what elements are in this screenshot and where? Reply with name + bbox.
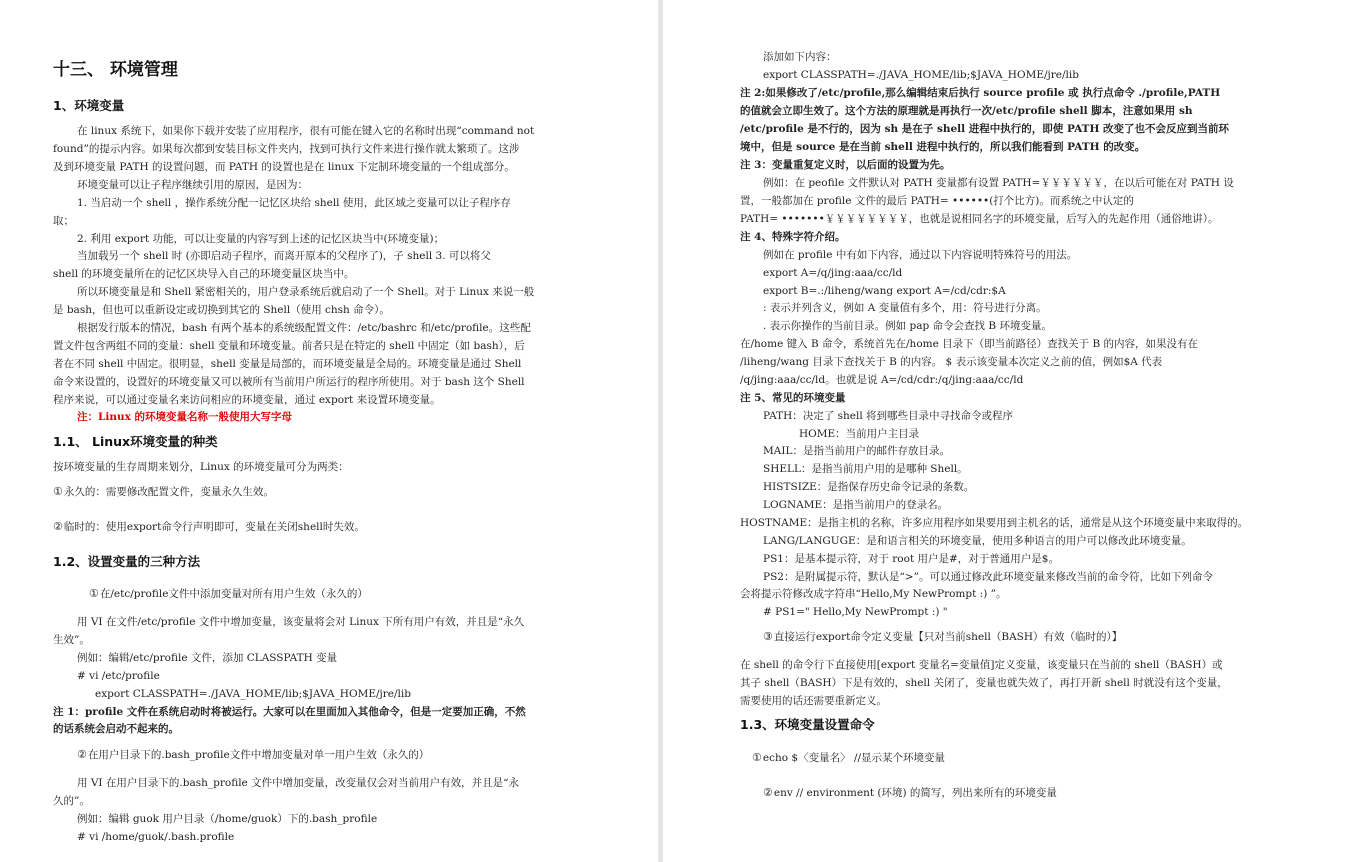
paragraph-line: : 表示并列含义，例如 A 变量值有多个，用：符号进行分离。 (763, 302, 1047, 314)
list-item (53, 484, 274, 500)
env-var-line: 会将提示符修改成字符串“Hello,My NewPrompt :) ”。 (740, 588, 1007, 600)
command-line (752, 750, 945, 766)
red-note: 注：Linux 的环境变量名称一般使用大写字母 (77, 411, 293, 423)
paragraph-line: 置文件包含两组不同的变量：shell 变量和环境变量。前者只是在特定的 shell 中固定（如 bash），后 (53, 340, 525, 352)
code-line: # vi /home/guok/.bash.profile (77, 831, 235, 843)
paragraph-line: 用 VI 在文件/etc/profile 文件中增加变量，该变量将会对 Linux 下所有用户有效，并且是“永久 (77, 616, 525, 628)
paragraph-line: 当加载另一个 shell 时 (亦即启动子程序，而离开原本的父程序了)，子 shell 3. 可以将父 (77, 250, 491, 262)
paragraph-line: found”的提示内容。如果每次都到安装目标文件夹内，找到可执行文件来进行操作就太繁琐了。这涉 (53, 143, 520, 155)
paragraph-line: 1. 当启动一个 shell ，操作系统分配一记忆区块给 shell 使用，此区域之变量可以让子程序存 (77, 197, 511, 209)
bold-note-line: /etc/profile 是不行的，因为 sh 是在子 shell 进程中执行的，即使 PATH 改变了也不会反应到当前环 (740, 123, 1230, 135)
paragraph-line: 命令来设置的，设置好的环境变量又可以被所有当前用户所运行的程序所使用。对于 bash 这个 Shell (53, 376, 525, 388)
paragraph-line: 2. 利用 export 功能，可以让变量的内容写到上述的记忆区块当中(环境变量)； (77, 233, 445, 245)
subsection-heading: 1.3、环境变量设置命令 (740, 717, 875, 732)
subsection-heading: 1.2、设置变量的三种方法 (53, 554, 201, 569)
env-var-line: MAIL：是指当前用户的邮件存放目录。 (763, 445, 950, 457)
list-item-text: 永久的：需要修改配置文件，变量永久生效。 (63, 486, 274, 498)
command-text: env // environment (环境) 的简写，列出来所有的环境变量 (773, 787, 1057, 799)
bold-note-title: 注 5、常见的环境变量 (740, 392, 846, 404)
paragraph-line: 者在不同 shell 中固定。很明显，shell 变量是局部的，而环境变量是全局的。环境变量是通过 Shell (53, 358, 522, 370)
method-title-text: 在/etc/profile文件中添加变量对所有用户生效（永久的） (99, 588, 368, 600)
paragraph-line: /liheng/wang 目录下查找关于 B 的内容。 $ 表示该变量本次定义之前的值，例如$A 代表 (740, 356, 1163, 368)
paragraph-line: 在 shell 的命令行下直接使用[export 变量名=变量值]定义变量，该变量只在当前的 shell（BASH）或 (740, 659, 1223, 671)
paragraph-line: 取； (53, 215, 74, 227)
bold-note-line: 注 1：profile 文件在系统启动时将被运行。大家可以在里面加入其他命令，但是一定要加正确，不然 (53, 706, 526, 718)
paragraph-line: 及到环境变量 PATH 的设置问题，而 PATH 的设置也是在 linux 下定制环境变量的一个组成部分。 (53, 161, 515, 173)
bold-note-line: 的话系统会启动不起来的。 (53, 723, 179, 735)
paragraph-line: 用 VI 在用户目录下的.bash_profile 文件中增加变量，改变量仅会对当前用户有效，并且是“永 (77, 777, 519, 789)
paragraph-line: 按环境变量的生存周期来划分，Linux 的环境变量可分为两类： (53, 461, 349, 473)
paragraph-line: 环境变量可以让子程序继续引用的原因，是因为： (77, 179, 308, 191)
env-var-line: LOGNAME：是指当前用户的登录名。 (763, 499, 949, 511)
paragraph-line: 例如在 profile 中有如下内容，通过以下内容说明特殊符号的用法。 (763, 249, 1078, 261)
paragraph-line: 添加如下内容： (763, 51, 837, 63)
subsection-heading: 1.1、 Linux环境变量的种类 (53, 434, 218, 449)
chapter-title: 十三、 环境管理 (53, 60, 178, 80)
env-var-line: HISTSIZE：是指保存历史命令记录的条数。 (763, 481, 975, 493)
code-line: export A=/q/jing:aaa/cc/ld (763, 267, 903, 279)
code-line: export CLASSPATH=./JAVA_HOME/lib;$JAVA_HOME/jre/lib (95, 688, 411, 700)
bold-note-title: 注 3：变量重复定义时，以后面的设置为先。 (740, 159, 951, 171)
paragraph-line: 例如：编辑 guok 用户目录（/home/guok）下的.bash_profile (77, 813, 378, 825)
code-line: # PS1=" Hello,My NewPrompt :) " (763, 606, 948, 618)
method-title (763, 629, 1122, 645)
paragraph-line: PATH= •••••••￥￥￥￥￥￥￥￥，也就是说相同名字的环境变量，后写入的先起作用（通俗地讲）。 (740, 213, 1219, 225)
env-var-line: PS1：是基本提示符，对于 root 用户是#，对于普通用户是$。 (763, 553, 1059, 565)
paragraph-line: 其子 shell（BASH）下是有效的，shell 关闭了，变量也就失效了，再打开新 shell 时就没有这个变量， (740, 677, 1228, 689)
list-item (53, 519, 365, 535)
document-page-right (663, 0, 1345, 862)
command-line (763, 785, 1057, 801)
paragraph-line: . 表示你操作的当前目录。例如 pap 命令会查找 B 环境变量。 (763, 320, 1052, 332)
circled-number-marker: ① (752, 751, 762, 764)
env-var-line: LANG/LANGUGE：是和语言相关的环境变量，使用多种语言的用户可以修改此环境变量。 (763, 535, 1192, 547)
paragraph-line: 置，一般都加在 profile 文件的最后 PATH= ••••••(打个比方)。而系统之中认定的 (740, 195, 1134, 207)
env-var-line: HOSTNAME：是指主机的名称，许多应用程序如果要用到主机名的话，通常是从这个环境变量中来取得的。 (740, 517, 1249, 529)
env-var-line: PATH：决定了 shell 将到哪些目录中寻找命令或程序 (763, 410, 1014, 422)
circled-number-marker: ② (77, 748, 87, 761)
circled-number-marker: ① (89, 587, 99, 600)
method-title (89, 586, 368, 602)
bold-note-line: 境中，但是 source 是在当前 shell 进程中执行的，所以我们能看到 PATH 的改变。 (740, 141, 1146, 153)
paragraph-line: shell 的环境变量所在的记忆区块导入自己的环境变量区块当中。 (53, 268, 355, 280)
code-line: export B=.:/liheng/wang export A=/cd/cdr:$A (763, 285, 1006, 297)
env-var-line: PS2：是附属提示符，默认是“>”。可以通过修改此环境变量来修改当前的命令符，比如下列命令 (763, 571, 1213, 583)
method-title-text: 在用户目录下的.bash_profile文件中增加变量对单一用户生效（永久的） (87, 749, 430, 761)
bold-note-line: 的值就会立即生效了。这个方法的原理就是再执行一次/etc/profile shell 脚本，注意如果用 sh (740, 105, 1193, 117)
paragraph-line: 例如：在 peofile 文件默认对 PATH 变量都有设置 PATH=￥￥￥￥￥￥，在以后可能在对 PATH 设 (763, 177, 1234, 189)
paragraph-line: 生效”。 (53, 634, 90, 646)
code-line: # vi /etc/profile (77, 670, 160, 682)
bold-note-line: 注 2:如果修改了/etc/profile,那么编辑结束后执行 source profile 或 执行点命令 ./profile,PATH (740, 87, 1221, 99)
paragraph-line: 所以环境变量是和 Shell 紧密相关的，用户登录系统后就启动了一个 Shell。对于 Linux 来说一般 (77, 286, 535, 298)
list-item-text: 临时的：使用export命令行声明即可，变量在关闭shell时失效。 (63, 521, 365, 533)
section-heading: 1、环境变量 (53, 98, 125, 113)
paragraph-line: 程序来说，可以通过变量名来访问相应的环境变量，通过 export 来设置环境变量。 (53, 394, 441, 406)
command-text: echo $〈变量名〉 //显示某个环境变量 (762, 752, 945, 764)
circled-number-marker: ② (53, 520, 63, 533)
circled-number-marker: ① (53, 485, 63, 498)
circled-number-marker: ③ (763, 630, 773, 643)
code-line: export CLASSPATH=./JAVA_HOME/lib;$JAVA_HOME/jre/lib (763, 69, 1079, 81)
bold-note-title: 注 4、特殊字符介绍。 (740, 231, 846, 243)
paragraph-line: 需要使用的话还需要重新定义。 (740, 695, 887, 707)
env-var-line: HOME：当前用户主目录 (799, 428, 920, 440)
circled-number-marker: ② (763, 786, 773, 799)
document-page-left (0, 0, 658, 862)
paragraph-line: 久的”。 (53, 795, 90, 807)
paragraph-line: 是 bash，但也可以重新设定或切换到其它的 Shell（使用 chsh 命令）。 (53, 304, 390, 316)
method-title-text: 直接运行export命令定义变量【只对当前shell（BASH）有效（临时的）】 (773, 631, 1123, 643)
method-title (77, 747, 429, 763)
paragraph-line: 根据发行版本的情况，bash 有两个基本的系统级配置文件：/etc/bashrc 和/etc/profile。这些配 (77, 322, 531, 334)
env-var-line: SHELL：是指当前用户用的是哪种 Shell。 (763, 463, 968, 475)
paragraph-line: 例如：编辑/etc/profile 文件，添加 CLASSPATH 变量 (77, 652, 338, 664)
paragraph-line: 在/home 键入 B 命令，系统首先在/home 目录下（即当前路径）查找关于 B 的内容，如果没有在 (740, 338, 1199, 350)
paragraph-line: 在 linux 系统下，如果你下载并安装了应用程序，很有可能在键入它的名称时出现“command not (77, 125, 535, 137)
paragraph-line: /q/jing:aaa/cc/ld。也就是说 A=/cd/cdr:/q/jing:aaa/cc/ld (740, 374, 1024, 386)
